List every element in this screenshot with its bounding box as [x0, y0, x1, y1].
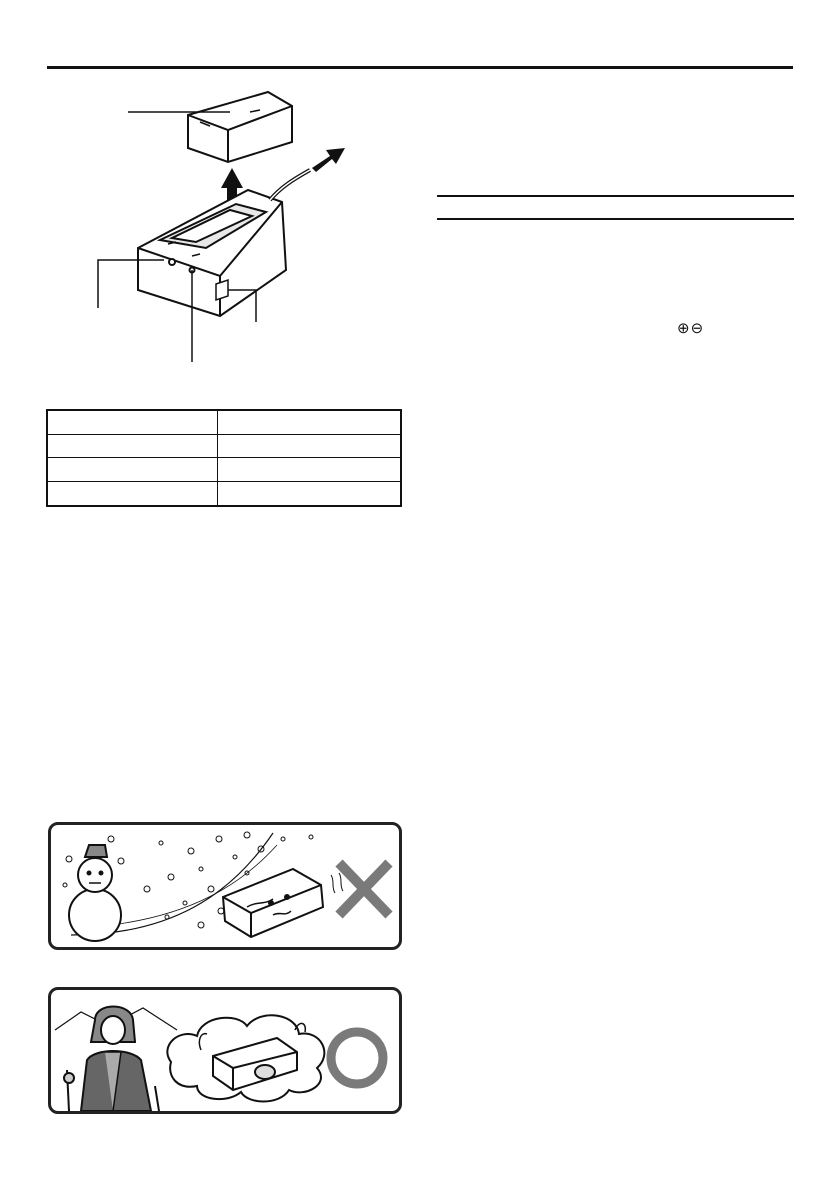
table-cell [48, 458, 218, 482]
battery-pack-icon [188, 92, 292, 162]
charger-body-icon [138, 190, 286, 316]
minus-circle-icon: ⊖ [690, 320, 705, 337]
table-cell [218, 411, 400, 435]
charger-diagram [60, 70, 400, 380]
section-rule-bottom [437, 218, 794, 220]
table-cell [218, 482, 400, 506]
skier-woman-icon [64, 1007, 159, 1112]
page-top-rule [47, 66, 793, 69]
charging-time-table [46, 409, 402, 507]
warm-battery-illustration [48, 987, 402, 1114]
table-cell [218, 435, 400, 459]
table-cell [48, 435, 218, 459]
cold-battery-illustration [48, 822, 402, 950]
power-cord-icon [270, 148, 345, 200]
shivering-battery-icon [223, 869, 343, 937]
table-cell [218, 458, 400, 482]
snowman-icon [69, 845, 121, 941]
polarity-symbols [677, 319, 704, 337]
table-cell [48, 482, 218, 506]
table-cell [48, 411, 218, 435]
section-rule-top [437, 195, 794, 197]
plus-circle-icon: ⊕ [677, 320, 691, 337]
circle-mark-icon [331, 1032, 383, 1084]
cross-mark-icon [339, 863, 389, 915]
